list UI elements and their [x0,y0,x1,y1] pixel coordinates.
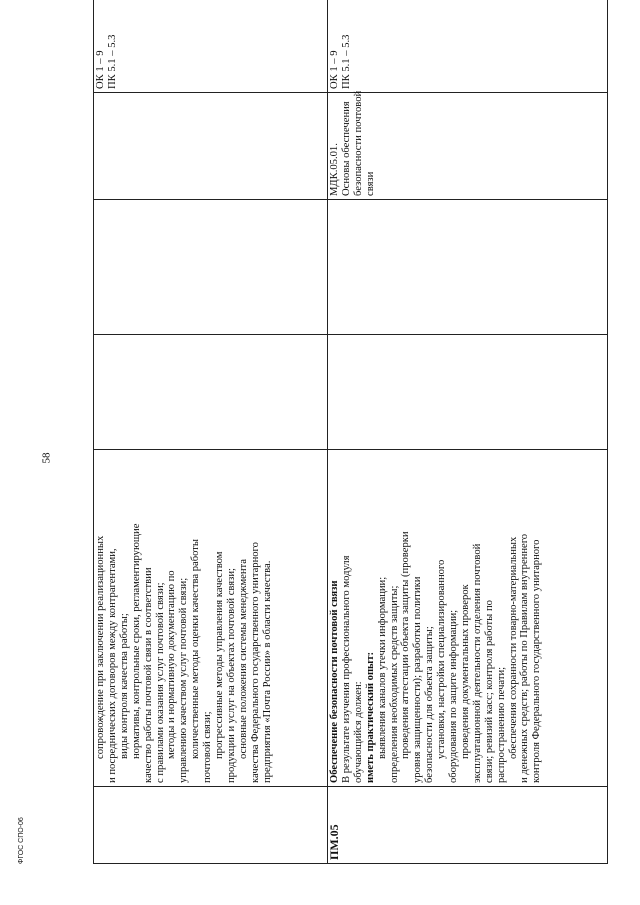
module-content-cell [327,450,607,787]
text-line: оборудования по защите информации; [448,609,460,783]
text-line: и посреднических договоров между контрагентами, [106,548,118,783]
competencies-cell [327,0,607,93]
text-line: обучающийся должен: [352,681,364,783]
content-text-block [95,453,274,783]
text-line: качество работы почтовой связи в соответствии [142,567,154,783]
text-line: предприятия «Почта России» в области качества. [261,560,273,783]
mdk-line: связи [364,171,376,196]
document-table-frame [93,34,608,864]
module-title: Обеспечение безопасности почтовой связи [328,580,340,783]
module-code-cell-empty [94,787,328,864]
text-line: контроля Федерального государственного унитарного [531,539,543,783]
text-line: связи; ревизий касс; контроля работы по [483,600,495,783]
text-line: управлению качеством услуг почтовой связи; [178,577,190,783]
text-line: почтовой связи; [202,711,214,783]
competency-ok: ОК 1 – 9 [95,50,106,89]
mdk-line: МДК.05.01. [328,143,340,196]
competency-ok: ОК 1 – 9 [328,50,340,89]
text-line: эксплуатационной деятельности отделения почтовой [471,543,483,783]
content-cell-continuation [94,450,328,787]
text-line: методы и нормативную документацию по [166,570,178,759]
text-line: качества Федерального государственного унитарного [249,542,261,783]
text-line: нормативы, контрольные сроки, регламентирующие [130,523,142,759]
page-number: 58 [40,452,53,464]
text-line: сопровождение при заключении реализационных [95,535,106,759]
competency-pk: ПК 5.1 – 5.3 [340,34,352,89]
footer-standard-code: ФГОС СПО-06 [18,817,25,864]
curriculum-table [93,0,608,864]
text-line: продукции и услуг на объектах почтовой связи; [225,568,237,783]
table-row [94,0,328,864]
text-line: безопасности для объекта защиты; [424,626,436,783]
hours-cell [327,200,607,335]
discipline-cell-empty [94,93,328,200]
module-code-cell [327,787,607,864]
table-row [327,0,607,864]
text-line: уровня защищенности); разработки политики [412,576,424,783]
text-line: иметь практический опыт: [364,651,376,783]
module-code: ПМ.05 [326,824,341,860]
text-line: установки, настройки специализированного [436,559,448,759]
text-line: проведения документальных проверок [459,584,471,759]
text-line: и денежных средств; работы по Правилам внутреннего [519,533,531,783]
text-line: с правилами оказания услуг почтовой связи; [154,582,166,783]
mdk-cell [327,90,607,200]
mdk-line: безопасности почтовой [352,90,364,196]
rotated-table-container [93,34,608,864]
mdk-line: Основы обеспечения [340,101,352,196]
text-line: основные положения системы менеджмента [237,558,249,759]
competency-pk: ПК 5.1 – 5.3 [106,34,118,89]
hours-cell [94,200,328,335]
hours-cell [94,335,328,450]
competencies-cell [94,0,328,93]
hours-cell [327,335,607,450]
text-line: проведения аттестации объекта защиты (проверки [400,531,412,759]
mdk-text [328,90,377,196]
text-line: распространению печати; [495,666,507,783]
text-line: выявления каналов утечки информации; [376,576,388,759]
text-line: прогрессивные методы управления качеством [214,551,226,759]
text-line: В результате изучения профессионального модуля [340,555,352,783]
text-line: обеспечения сохранности товарно-материальных [507,536,519,759]
text-line: количественные методы оценки качества работы [190,538,202,759]
module-content-text [341,453,543,783]
text-line: определения необходимых средств защиты; [388,585,400,783]
text-line: виды контроля качества работы; [118,613,130,759]
